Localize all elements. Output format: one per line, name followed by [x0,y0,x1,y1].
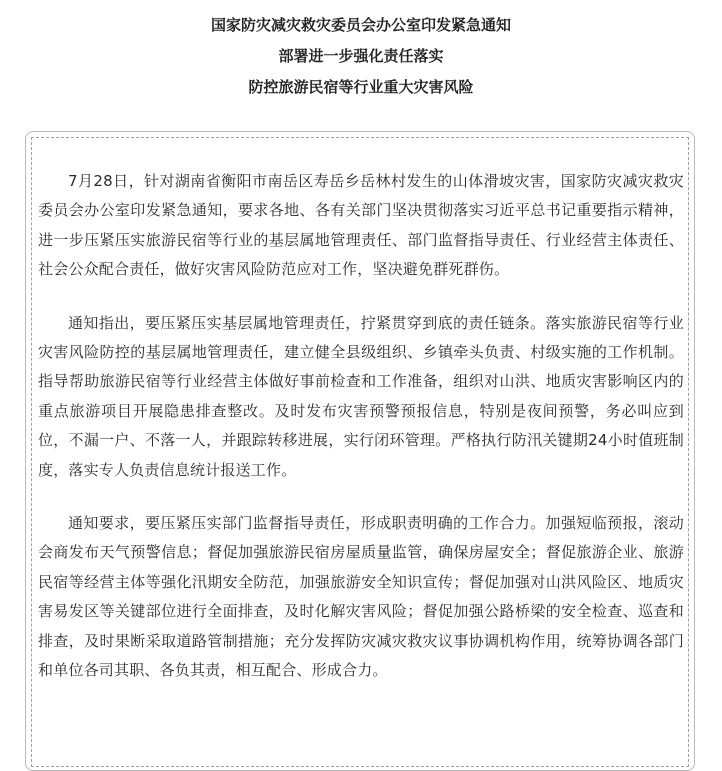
article-body [38,167,684,710]
headline-line-2: 部署进一步强化责任落实 [278,47,444,65]
headline-line-1: 国家防灾减灾救灾委员会办公室印发紧急通知 [210,16,511,34]
article-paragraph-1: 7月28日，针对湖南省衡阳市南岳区寿岳乡岳林村发生的山体滑坡灾害，国家防灾减灾救灾委员会办公室印发紧急通知，要求各地、各有关部门坚决贯彻落实习近平总书记重要指示精神，进一步压紧压实旅游民宿等行业的基层属地管理责任、部门监督指导责任、行业经营主体责任、社会公众配合责任，做好灾害风险防范应对工作，坚决避免群死群伤。 [38,172,684,279]
headline [0,10,722,103]
article-paragraph-2: 通知指出，要压紧压实基层属地管理责任，拧紧贯穿到底的责任链条。落实旅游民宿等行业灾害风险防控的基层属地管理责任，建立健全县级组织、乡镇牵头负责、村级实施的工作机制。指导帮助旅游民宿等行业经营主体做好事前检查和工作准备，组织对山洪、地质灾害影响区内的重点旅游项目开展隐患排查整改。及时发布灾害预警预报信息，特别是夜间预警，务必叫应到位，不漏一户、不落一人，并跟踪转移进展，实行闭环管理。严格执行防汛关键期24小时值班制度，落实专人负责信息统计报送工作。 [38,313,684,479]
headline-line-3: 防控旅游民宿等行业重大灾害风险 [248,78,474,96]
article-paragraph-3: 通知要求，要压紧压实部门监督指导责任，形成职责明确的工作合力。加强短临预报，滚动会商发布天气预警信息；督促加强旅游民宿房屋质量监管，确保房屋安全；督促旅游企业、旅游民宿等经营主体等强化汛期安全防范，加强旅游安全知识宣传；督促加强对山洪风险区、地质灾害易发区等关键部位进行全面排查，及时化解灾害风险；督促加强公路桥梁的安全检查、巡查和排查，及时果断采取道路管制措施；充分发挥防灾减灾救灾议事协调机构作用，统筹协调各部门和单位各司其职、各负其责，相互配合、形成合力。 [38,514,684,680]
